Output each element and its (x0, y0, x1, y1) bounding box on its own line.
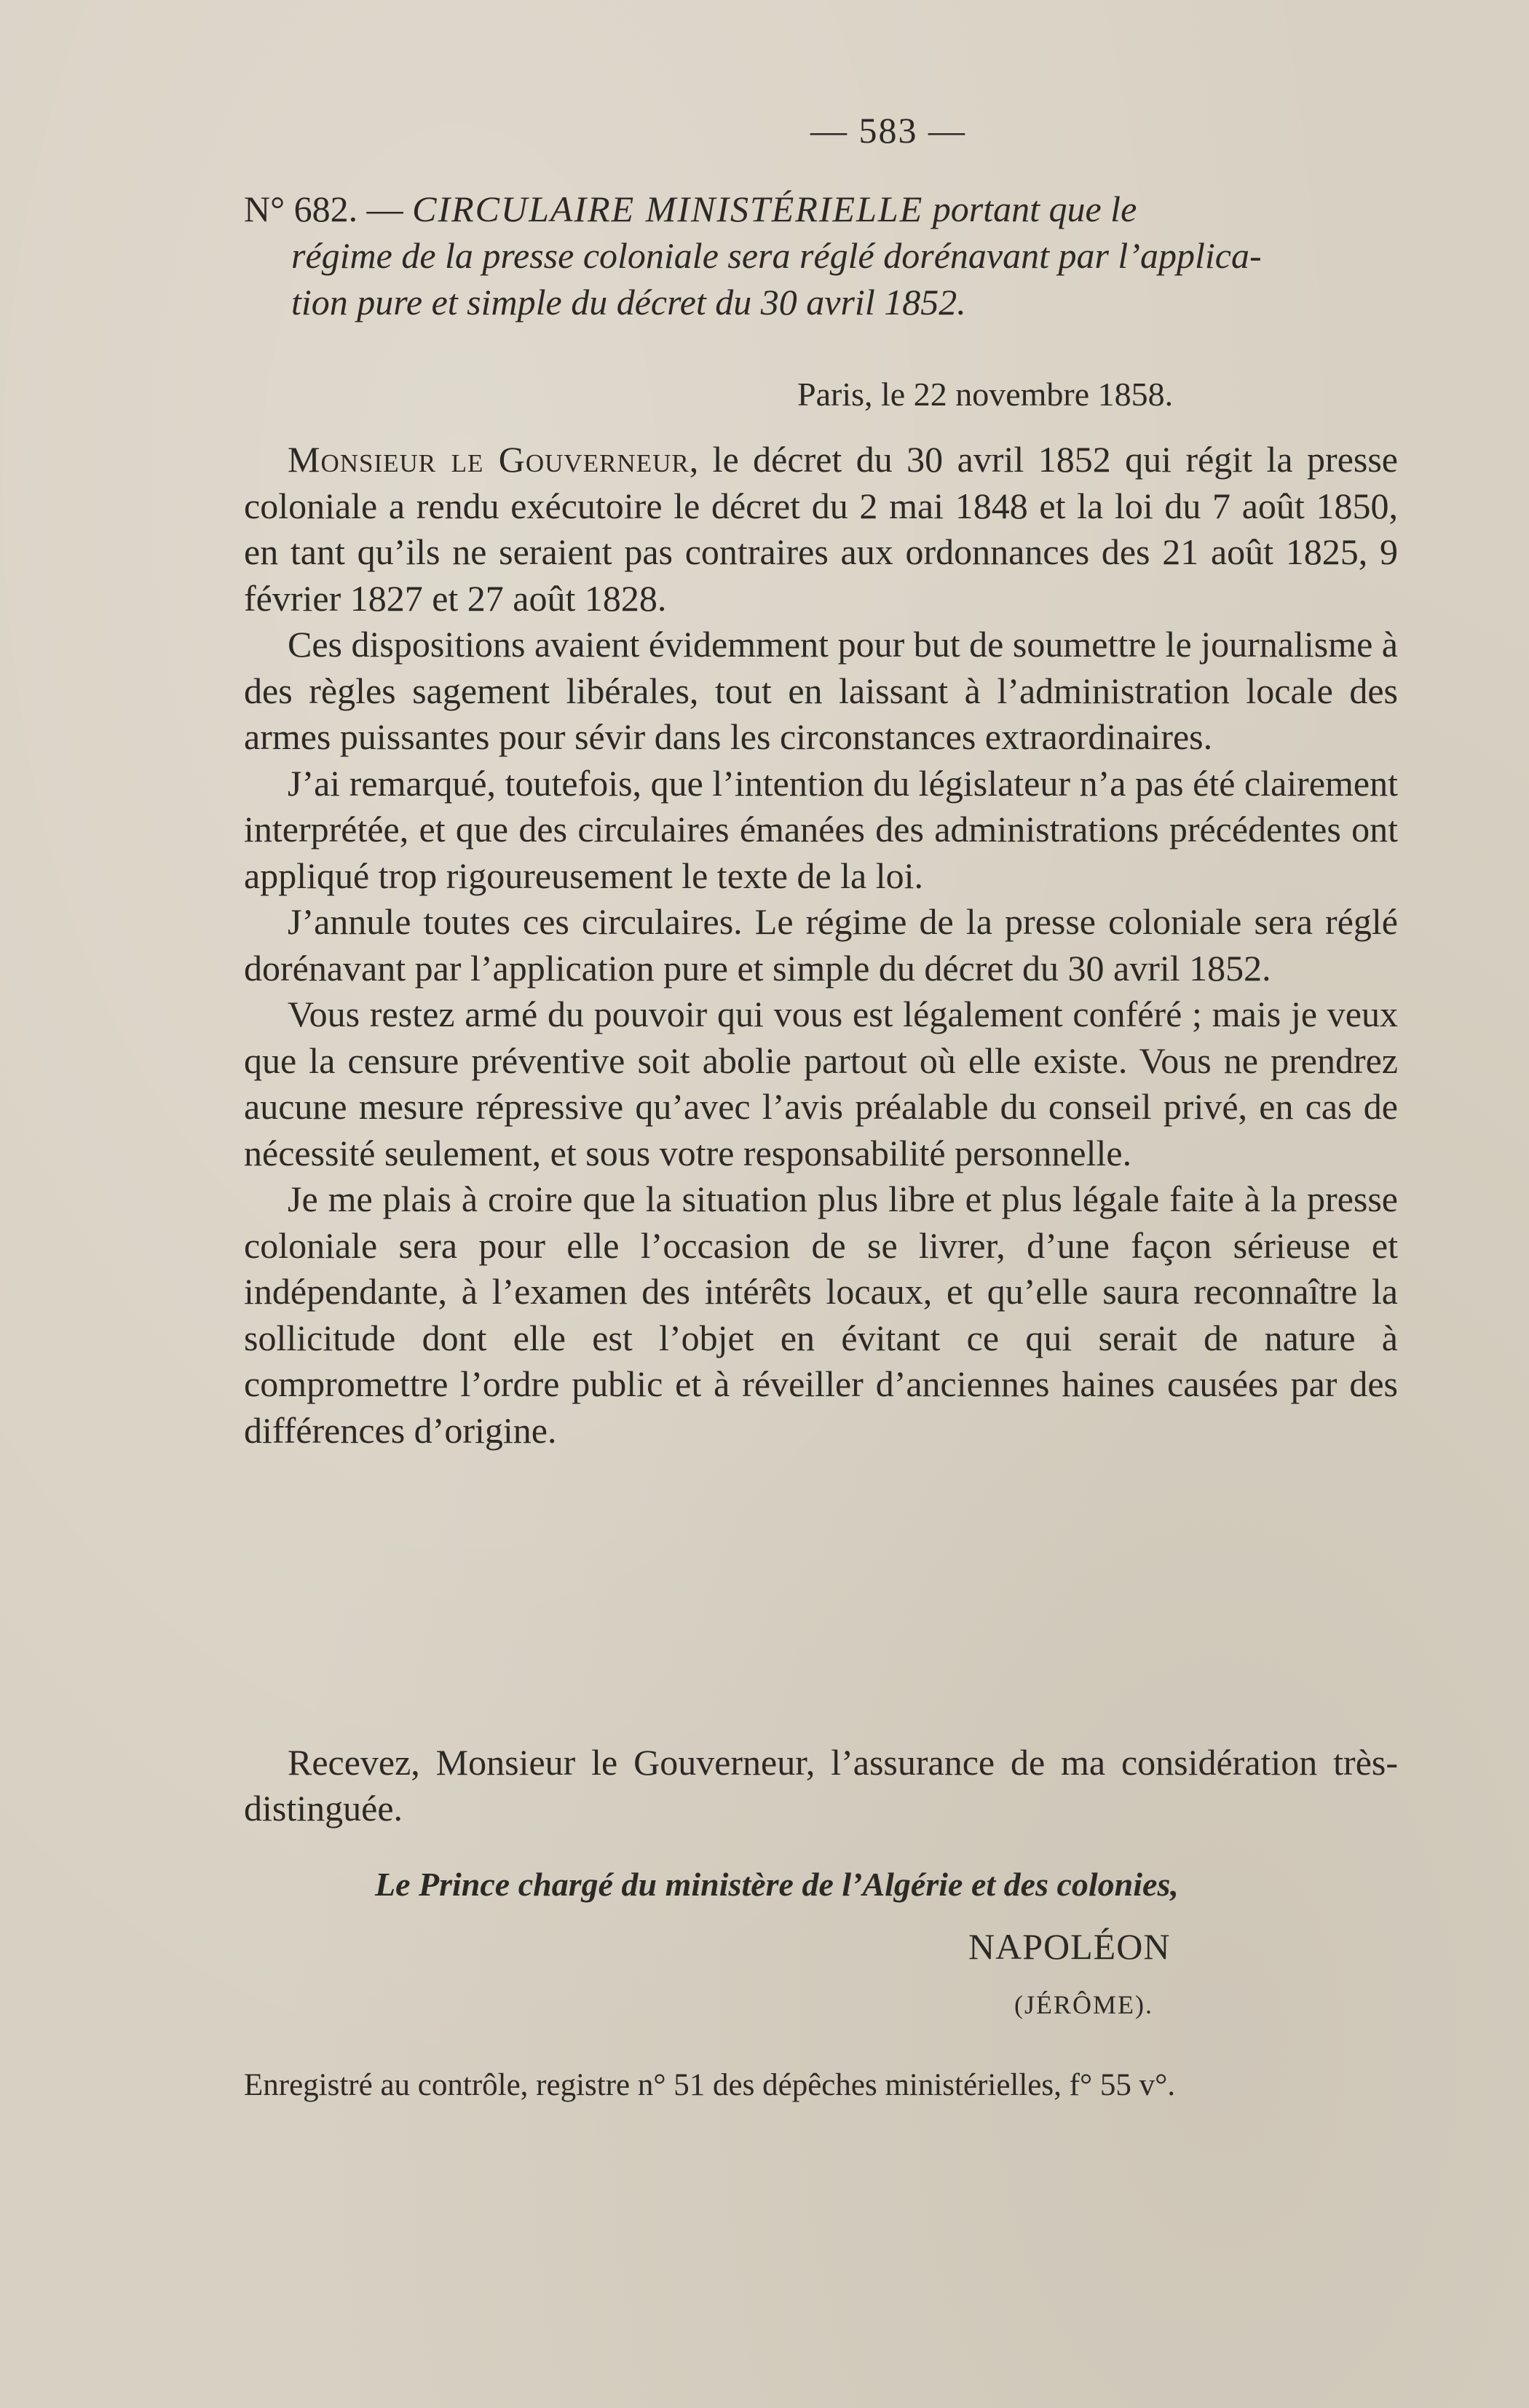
page-number: — 583 — (810, 110, 966, 151)
paragraph-6: Je me plais à croire que la situation plus libre et plus légale faite à la presse coloniale sera pour elle l’occasion de se livrer, d’une façon sérieuse et indépendante, à l’examen des intérêts locaux, et qu’elle saura reconnaître la sollicitude dont elle est l’objet en évitant ce qui serait de nature à compromettre l’ordre public et à réveiller d’anciennes haines causées par des différences d’origine. (244, 1179, 1398, 1451)
letter-body (244, 437, 1398, 1454)
circular-heading (244, 186, 1398, 325)
paragraph-4: J’annule toutes ces circulaires. Le régime de la presse coloniale sera réglé dorénavant par l’application pure et simple du décret du 30 avril 1852. (244, 901, 1398, 989)
signatory-title: Le Prince chargé du ministère de l’Algérie et des colonies, (375, 1866, 1179, 1903)
closing-formula: Recevez, Monsieur le Gouverneur, l’assurance de ma considération très-distinguée. (244, 1742, 1398, 1829)
paragraph-2: Ces dispositions avaient évidemment pour but de soumettre le journalisme à des règles sagement libérales, tout en laissant à l’administration locale des armes puissantes pour sévir dans les circonstances extraordinaires. (244, 624, 1398, 757)
heading-line3: tion pure et simple du décret du 30 avril 1852. (291, 282, 966, 322)
heading-line1-rest: portant que le (923, 189, 1137, 229)
signatory-name: NAPOLÉON (968, 1926, 1171, 1967)
registration-note: Enregistré au contrôle, registre n° 51 des dépêches ministérielles, f° 55 v°. (244, 2068, 1176, 2102)
circular-title: CIRCULAIRE MINISTÉRIELLE (412, 189, 924, 229)
heading-dash: — (357, 189, 413, 229)
paragraph-5: Vous restez armé du pouvoir qui vous est légalement conféré ; mais je veux que la censure préventive soit abolie partout où elle existe. Vous ne prendrez aucune mesure répressive qu’avec l’avis préalable du conseil privé, en cas de nécessité seulement, et sous votre responsabilité personnelle. (244, 994, 1398, 1173)
salutation: Monsieur le Gouverneur (288, 439, 690, 480)
dateline: Paris, le 22 novembre 1858. (797, 376, 1174, 413)
paragraph-1 (244, 437, 1398, 622)
signatory-subname: (JÉRÔME). (1014, 1990, 1153, 2019)
paragraph-3: J’ai remarqué, toutefois, que l’intention du législateur n’a pas été clairement interprétée, et que des circulaires émanées des administrations précédentes ont appliqué trop rigoureusement le texte de la loi. (244, 762, 1398, 896)
circular-number: N° 682. (244, 189, 358, 229)
heading-line2: régime de la presse coloniale sera réglé dorénavant par l’applica- (291, 235, 1262, 276)
paragraph-1-text: , le décret du 30 avril 1852 qui régit la presse coloniale a rendu exécutoire le décret du 2 mai 1848 et la loi du 7 août 1850, en tant qu’ils ne seraient pas contraires aux ordonnances des 21 août 1825, 9 février 1827 et 27 août 1828. (244, 439, 1399, 619)
